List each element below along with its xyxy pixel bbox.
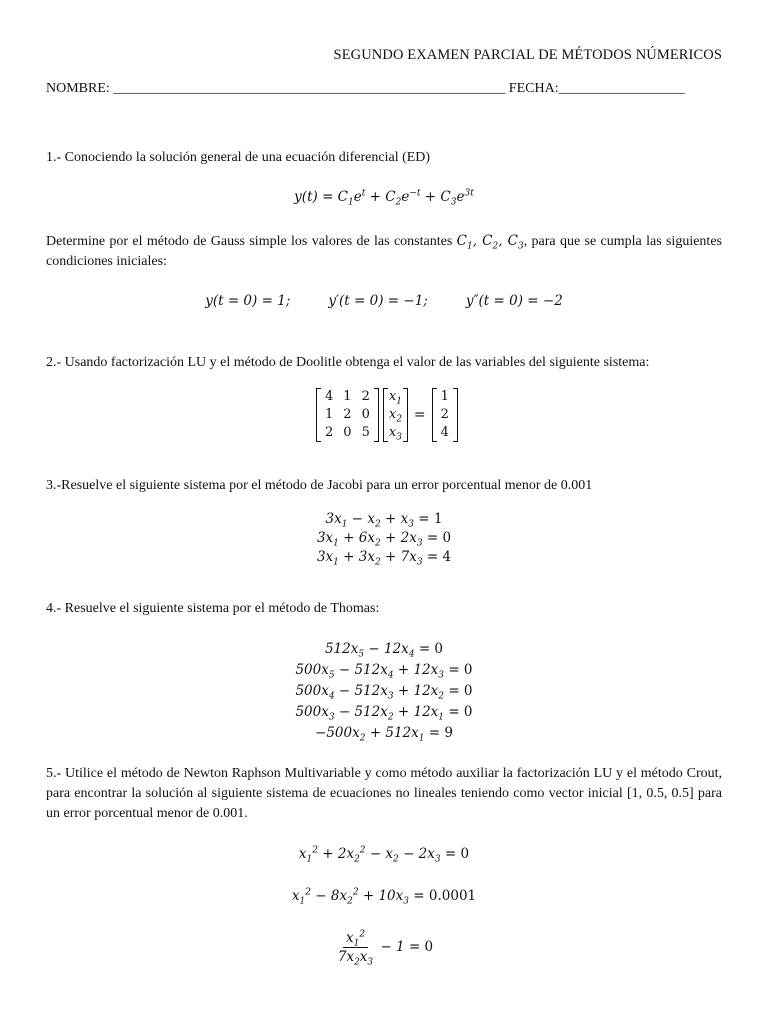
q5-equation-1: $x_1^2 + 2x_2^2 - x_2 - 2x_3 = 0$ xyxy=(298,845,470,865)
q3-statement: 3.-Resuelve el siguiente sistema por el método de Jacobi para un error porcentual menor de 0.001 xyxy=(46,478,593,493)
constant-vector: 1 2 4 xyxy=(432,388,458,442)
q1-general-solution: $y(t) = C_1e^t + C_2e^{-t} + C_3e^{3t}$ xyxy=(294,188,474,208)
q5-equation-3: $\frac{x_1^2}{7x_2x_3}$ − 1 = 0 xyxy=(337,929,434,968)
name-date-line: NOMBRE: ________________________________________________________ FECHA:__________________ xyxy=(46,81,685,96)
variable-vector: $x_1$ $x_2$ $x_3$ xyxy=(383,388,408,442)
q2-matrix-equation: 4 1 2 1 2 0 2 0 5 $x_1$ $x_2$ $x_3$ = 1 2 4 xyxy=(316,388,458,442)
q1-constants: $C_1$, $C_2$, $C_3$ xyxy=(456,233,524,252)
q2-statement: 2.- Usando factorización LU y el método de Doolitle obtenga el valor de las variables del siguiente sistema: xyxy=(46,355,650,370)
coefficient-matrix: 4 1 2 1 2 0 2 0 5 xyxy=(316,388,379,442)
q1-initial-conditions: y(t = 0) = 1; y′(t = 0) = −1; y″(t = 0) = −2 xyxy=(205,293,563,309)
q1-instruction-a: Determine por el método de Gauss simple los valores de las constantes xyxy=(46,234,457,249)
q4-statement: 4.- Resuelve el siguiente sistema por el método de Thomas: xyxy=(46,601,380,616)
q4-system: $512x_5 - 12x_4 = 0$ $500x_5 - 512x_4 + 12x_3 = 0$ $500x_4 - 512x_3 + 12x_2 = 0$ $500x_3 - 512x_2 + 12x_1 = 0$ $-500x_2 + 512x_1 = 9$ xyxy=(295,641,473,744)
q3-system: $3x_1 - x_2 + x_3 = 1$ $3x_1 + 6x_2 + 2x_3 = 0$ $3x_1 + 3x_2 + 7x_3 = 4$ xyxy=(316,511,452,568)
q5-equation-2: $x_1^2 - 8x_2^2 + 10x_3 = 0.0001$ xyxy=(291,887,477,907)
q1-statement: 1.- Conociendo la solución general de una ecuación diferencial (ED) xyxy=(46,150,431,165)
q1-instruction-b: , para que se cumpla las siguientes condiciones iniciales: xyxy=(46,234,722,269)
q5-statement: 5.- Utilice el método de Newton Raphson Multivariable y como método auxiliar la factorización LU y el método Crout, para encontrar la solución al siguiente sistema de ecuaciones no lineales teniendo como vector inicial [1, 0.5, 0.5] para un error porcentual menor de 0.001. xyxy=(46,766,722,821)
exam-title: SEGUNDO EXAMEN PARCIAL DE MÉTODOS NÚMERICOS xyxy=(333,47,722,63)
q1-instruction xyxy=(46,231,722,272)
